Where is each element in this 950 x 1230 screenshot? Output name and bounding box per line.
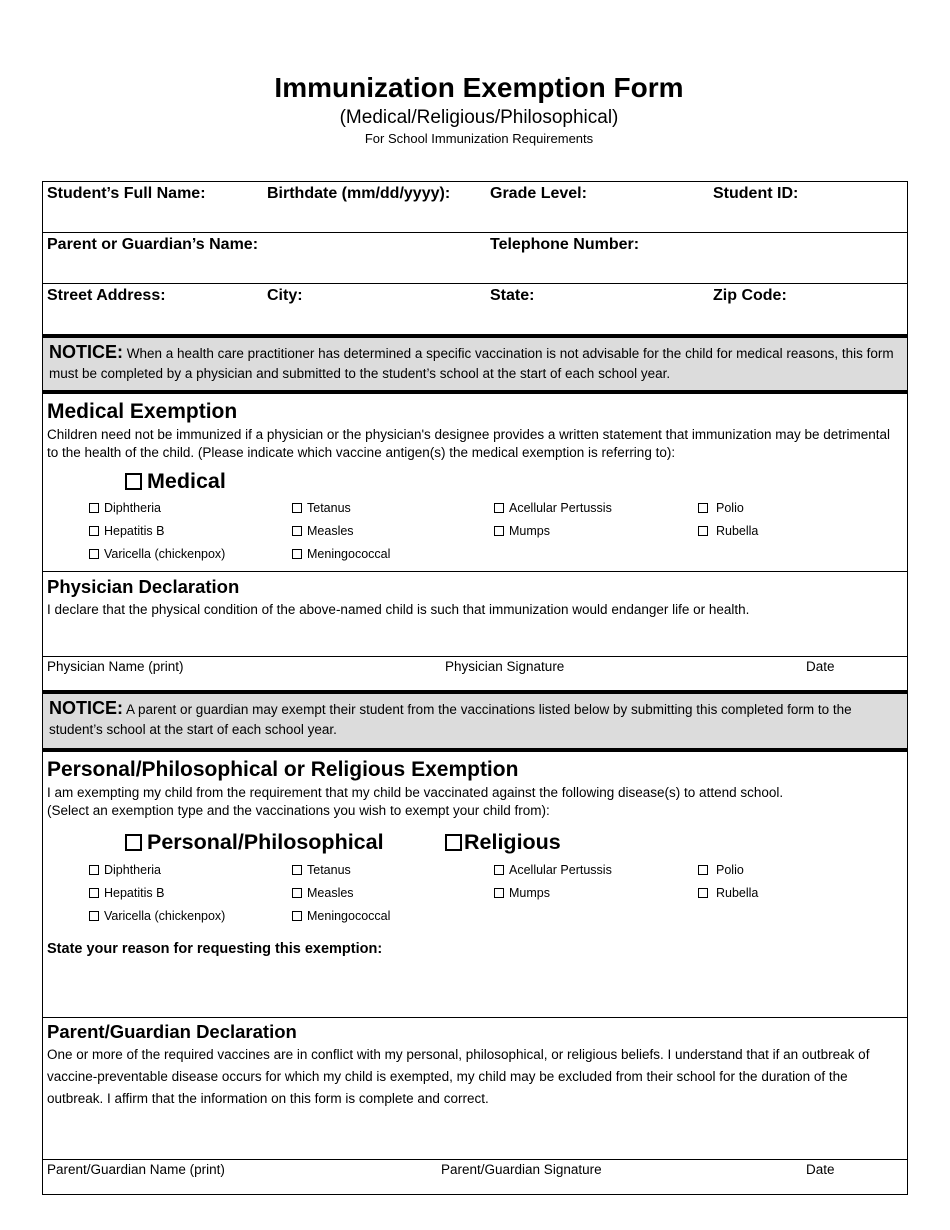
checkbox-icon xyxy=(494,503,504,513)
medical-measles-checkbox[interactable] xyxy=(292,523,354,539)
medical-hepatitis-b-checkbox[interactable] xyxy=(89,523,164,539)
notice-label: NOTICE: xyxy=(49,698,123,718)
form-subsubtitle: For School Immunization Requirements xyxy=(364,131,594,146)
vaccine-label: Acellular Pertussis xyxy=(509,863,612,877)
vaccine-label: Diphtheria xyxy=(104,863,161,877)
form-header xyxy=(0,70,950,148)
religious-option-label: Religious xyxy=(464,830,561,854)
medical-exemption-description: Children need not be immunized if a physician or the physician's designee provides a written statement that immunization may be detrimental to the health of the child. (Please indicate which vaccine antigen(s) the medical exemption is referring to): xyxy=(47,427,891,460)
telephone-field[interactable]: Telephone Number: xyxy=(490,236,640,253)
divider xyxy=(43,1159,907,1160)
vaccine-label: Rubella xyxy=(716,524,759,538)
personal-exemption-line1: I am exempting my child from the requirement that my child be vaccinated against the following disease(s) to attend school. xyxy=(47,785,784,800)
personal-pertussis-checkbox[interactable] xyxy=(494,862,612,878)
medical-notice xyxy=(43,334,907,394)
student-name-field[interactable]: Student’s Full Name: xyxy=(47,185,206,202)
medical-meningococcal-checkbox[interactable] xyxy=(292,546,390,562)
personal-rubella-checkbox[interactable] xyxy=(698,885,758,901)
vaccine-label: Hepatitis B xyxy=(104,886,165,900)
personal-exemption-line2: (Select an exemption type and the vaccinations you wish to exempt your child from): xyxy=(47,803,550,818)
guardian-name-field[interactable]: Parent/Guardian Name (print) xyxy=(47,1162,225,1177)
personal-notice xyxy=(43,690,907,752)
physician-signature-field[interactable]: Physician Signature xyxy=(445,659,565,674)
medical-pertussis-checkbox[interactable] xyxy=(494,500,612,516)
personal-hepatitis-b-checkbox[interactable] xyxy=(89,885,164,901)
guardian-declaration-text: One or more of the required vaccines are in conflict with my personal, philosophical, or religious beliefs. I understand that if an outbreak of vaccine-preventable disease occurs for which my child is exempted, my child may be excluded from their school for the duration of the outbreak. I affirm that the information on this form is complete and correct. xyxy=(47,1047,870,1106)
religious-checkbox[interactable] xyxy=(445,829,561,855)
divider xyxy=(43,656,907,657)
checkbox-icon xyxy=(292,888,302,898)
personal-varicella-checkbox[interactable] xyxy=(89,908,225,924)
checkbox-icon xyxy=(292,549,302,559)
guardian-declaration-heading: Parent/Guardian Declaration xyxy=(47,1021,297,1042)
medical-exemption-heading: Medical Exemption xyxy=(47,400,238,423)
medical-exemption-section xyxy=(43,394,907,572)
form-subtitle: (Medical/Religious/Philosophical) xyxy=(339,107,619,128)
checkbox-icon xyxy=(698,526,708,536)
physician-declaration-heading: Physician Declaration xyxy=(47,576,240,597)
checkbox-icon xyxy=(125,834,142,851)
checkbox-icon xyxy=(698,888,708,898)
medical-tetanus-checkbox[interactable] xyxy=(292,500,351,516)
personal-exemption-section xyxy=(43,752,907,1018)
state-field[interactable]: State: xyxy=(490,287,535,304)
vaccine-label: Polio xyxy=(716,863,744,877)
checkbox-icon xyxy=(292,865,302,875)
checkbox-icon xyxy=(698,865,708,875)
checkbox-icon xyxy=(292,911,302,921)
exemption-form xyxy=(42,181,908,1195)
personal-mumps-checkbox[interactable] xyxy=(494,885,550,901)
vaccine-label: Hepatitis B xyxy=(104,524,165,538)
medical-varicella-checkbox[interactable] xyxy=(89,546,225,562)
vaccine-label: Mumps xyxy=(509,886,550,900)
vaccine-label: Varicella (chickenpox) xyxy=(104,547,226,561)
personal-option-label: Personal/Philosophical xyxy=(147,830,384,854)
notice-label: NOTICE: xyxy=(49,342,123,362)
vaccine-label: Acellular Pertussis xyxy=(509,501,612,515)
vaccine-label: Meningococcal xyxy=(307,909,391,923)
guardian-name-field[interactable]: Parent or Guardian’s Name: xyxy=(47,236,259,253)
guardian-info-row xyxy=(43,233,907,284)
checkbox-icon xyxy=(89,526,99,536)
checkbox-icon xyxy=(89,503,99,513)
vaccine-label: Varicella (chickenpox) xyxy=(104,909,226,923)
personal-meningococcal-checkbox[interactable] xyxy=(292,908,390,924)
checkbox-icon xyxy=(292,503,302,513)
grade-level-field[interactable]: Grade Level: xyxy=(490,185,587,202)
medical-mumps-checkbox[interactable] xyxy=(494,523,550,539)
medical-option-label: Medical xyxy=(147,469,226,493)
checkbox-icon xyxy=(89,911,99,921)
vaccine-label: Mumps xyxy=(509,524,550,538)
checkbox-icon xyxy=(445,834,462,851)
personal-philosophical-checkbox[interactable] xyxy=(125,829,384,855)
vaccine-label: Meningococcal xyxy=(307,547,391,561)
personal-polio-checkbox[interactable] xyxy=(698,862,744,878)
checkbox-icon xyxy=(89,549,99,559)
vaccine-label: Measles xyxy=(307,524,354,538)
exemption-reason-field[interactable]: State your reason for requesting this exemption: xyxy=(47,941,383,957)
checkbox-icon xyxy=(292,526,302,536)
zip-code-field[interactable]: Zip Code: xyxy=(713,287,787,304)
notice-text: A parent or guardian may exempt their student from the vaccinations listed below by submitting this completed form to the student’s school at the start of each school year. xyxy=(49,702,852,737)
guardian-signature-field[interactable]: Parent/Guardian Signature xyxy=(441,1162,602,1177)
notice-text: When a health care practitioner has determined a specific vaccination is not advisable for the child for medical reasons, this form must be completed by a physician and submitted to the student’s school at the start of each school year. xyxy=(49,346,894,381)
personal-diphtheria-checkbox[interactable] xyxy=(89,862,161,878)
physician-declaration-section xyxy=(43,572,907,692)
medical-rubella-checkbox[interactable] xyxy=(698,523,758,539)
guardian-date-field[interactable]: Date xyxy=(806,1162,835,1177)
street-address-field[interactable]: Street Address: xyxy=(47,287,166,304)
checkbox-icon xyxy=(698,503,708,513)
checkbox-icon xyxy=(494,888,504,898)
personal-exemption-heading: Personal/Philosophical or Religious Exemption xyxy=(47,758,519,781)
address-row xyxy=(43,284,907,335)
form-title: Immunization Exemption Form xyxy=(274,72,684,103)
student-info-row xyxy=(43,182,907,233)
birthdate-field[interactable]: Birthdate (mm/dd/yyyy): xyxy=(267,185,451,202)
vaccine-label: Polio xyxy=(716,501,744,515)
physician-declaration-text: I declare that the physical condition of the above-named child is such that immunization would endanger life or health. xyxy=(47,602,750,617)
vaccine-label: Tetanus xyxy=(307,501,351,515)
medical-diphtheria-checkbox[interactable] xyxy=(89,500,161,516)
medical-checkbox[interactable] xyxy=(125,468,226,494)
checkbox-icon xyxy=(89,888,99,898)
vaccine-label: Rubella xyxy=(716,886,759,900)
physician-name-field[interactable]: Physician Name (print) xyxy=(47,659,184,674)
checkbox-icon xyxy=(125,473,142,490)
personal-measles-checkbox[interactable] xyxy=(292,885,354,901)
checkbox-icon xyxy=(494,865,504,875)
checkbox-icon xyxy=(494,526,504,536)
guardian-declaration-section xyxy=(43,1018,907,1194)
personal-tetanus-checkbox[interactable] xyxy=(292,862,351,878)
vaccine-label: Tetanus xyxy=(307,863,351,877)
physician-date-field[interactable]: Date xyxy=(806,659,835,674)
checkbox-icon xyxy=(89,865,99,875)
vaccine-label: Diphtheria xyxy=(104,501,161,515)
student-id-field[interactable]: Student ID: xyxy=(713,185,799,202)
medical-polio-checkbox[interactable] xyxy=(698,500,744,516)
vaccine-label: Measles xyxy=(307,886,354,900)
city-field[interactable]: City: xyxy=(267,287,303,304)
